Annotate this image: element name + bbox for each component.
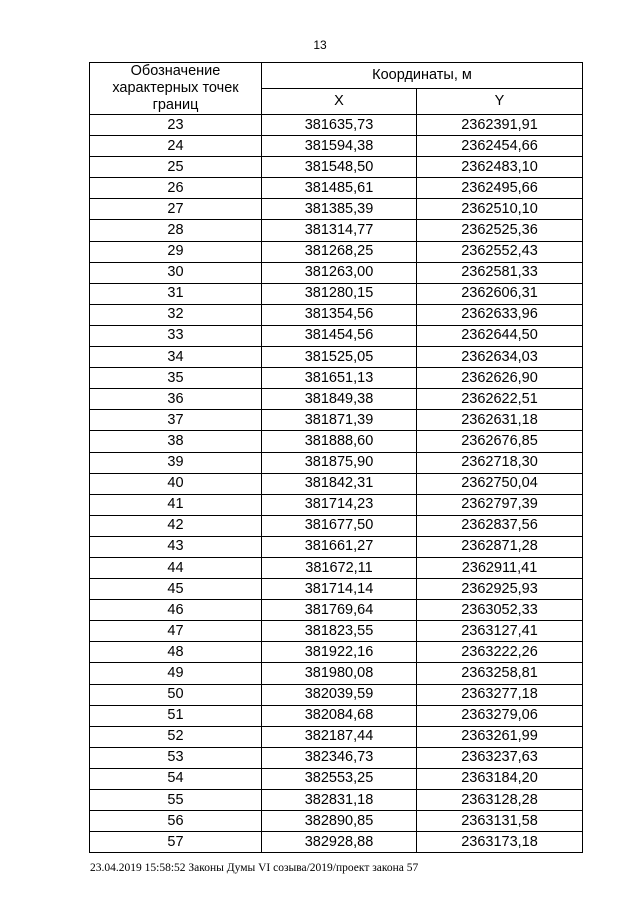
table-row <box>90 811 583 832</box>
table-row <box>90 726 583 747</box>
point-number-cell: 34 <box>90 347 262 368</box>
y-coordinate-cell: 2362676,85 <box>417 431 583 452</box>
table-body <box>90 115 583 853</box>
page-number: 13 <box>313 38 327 52</box>
x-coordinate-cell: 381525,05 <box>262 347 417 368</box>
header-y: Y <box>417 89 583 115</box>
y-coordinate-cell: 2362483,10 <box>417 157 583 178</box>
x-coordinate-cell: 381661,27 <box>262 536 417 557</box>
table-row <box>90 621 583 642</box>
table-row <box>90 304 583 325</box>
point-number-cell: 43 <box>90 536 262 557</box>
y-coordinate-cell: 2362644,50 <box>417 325 583 346</box>
y-coordinate-cell: 2363184,20 <box>417 768 583 789</box>
table-row <box>90 115 583 136</box>
point-number-cell: 38 <box>90 431 262 452</box>
header-point-designation: Обозначение характерных точек границ <box>90 63 262 115</box>
y-coordinate-cell: 2362525,36 <box>417 220 583 241</box>
x-coordinate-cell: 381485,61 <box>262 178 417 199</box>
y-coordinate-cell: 2362552,43 <box>417 241 583 262</box>
y-coordinate-cell: 2362454,66 <box>417 136 583 157</box>
point-number-cell: 36 <box>90 389 262 410</box>
table-row <box>90 705 583 726</box>
table-row <box>90 790 583 811</box>
point-number-cell: 28 <box>90 220 262 241</box>
point-number-cell: 29 <box>90 241 262 262</box>
table-row <box>90 536 583 557</box>
table-row <box>90 199 583 220</box>
x-coordinate-cell: 381314,77 <box>262 220 417 241</box>
y-coordinate-cell: 2362634,03 <box>417 347 583 368</box>
y-coordinate-cell: 2363173,18 <box>417 832 583 853</box>
y-coordinate-cell: 2363128,28 <box>417 790 583 811</box>
x-coordinate-cell: 381842,31 <box>262 473 417 494</box>
table-row <box>90 452 583 473</box>
x-coordinate-cell: 381454,56 <box>262 325 417 346</box>
point-number-cell: 56 <box>90 811 262 832</box>
table-row <box>90 325 583 346</box>
point-number-cell: 30 <box>90 262 262 283</box>
y-coordinate-cell: 2362581,33 <box>417 262 583 283</box>
point-number-cell: 48 <box>90 642 262 663</box>
x-coordinate-cell: 381714,14 <box>262 579 417 600</box>
point-number-cell: 24 <box>90 136 262 157</box>
x-coordinate-cell: 381823,55 <box>262 621 417 642</box>
x-coordinate-cell: 381871,39 <box>262 410 417 431</box>
table-row <box>90 178 583 199</box>
x-coordinate-cell: 382928,88 <box>262 832 417 853</box>
y-coordinate-cell: 2362718,30 <box>417 452 583 473</box>
table-row <box>90 747 583 768</box>
y-coordinate-cell: 2363131,58 <box>417 811 583 832</box>
point-number-cell: 25 <box>90 157 262 178</box>
x-coordinate-cell: 381888,60 <box>262 431 417 452</box>
point-number-cell: 41 <box>90 494 262 515</box>
x-coordinate-cell: 381268,25 <box>262 241 417 262</box>
y-coordinate-cell: 2363277,18 <box>417 684 583 705</box>
y-coordinate-cell: 2362606,31 <box>417 283 583 304</box>
table-row <box>90 220 583 241</box>
point-number-cell: 44 <box>90 557 262 578</box>
point-number-cell: 49 <box>90 663 262 684</box>
table-row <box>90 579 583 600</box>
table-row <box>90 768 583 789</box>
point-number-cell: 31 <box>90 283 262 304</box>
x-coordinate-cell: 382084,68 <box>262 705 417 726</box>
header-coordinates: Координаты, м <box>262 63 583 89</box>
x-coordinate-cell: 381651,13 <box>262 368 417 389</box>
table-row <box>90 494 583 515</box>
y-coordinate-cell: 2362925,93 <box>417 579 583 600</box>
y-coordinate-cell: 2362797,39 <box>417 494 583 515</box>
y-coordinate-cell: 2362391,91 <box>417 115 583 136</box>
point-number-cell: 42 <box>90 515 262 536</box>
x-coordinate-cell: 382831,18 <box>262 790 417 811</box>
x-coordinate-cell: 381769,64 <box>262 600 417 621</box>
x-coordinate-cell: 382346,73 <box>262 747 417 768</box>
table-row <box>90 473 583 494</box>
x-coordinate-cell: 381672,11 <box>262 557 417 578</box>
table-row <box>90 600 583 621</box>
y-coordinate-cell: 2362510,10 <box>417 199 583 220</box>
point-number-cell: 51 <box>90 705 262 726</box>
point-number-cell: 47 <box>90 621 262 642</box>
x-coordinate-cell: 381980,08 <box>262 663 417 684</box>
point-number-cell: 55 <box>90 790 262 811</box>
x-coordinate-cell: 382553,25 <box>262 768 417 789</box>
x-coordinate-cell: 381280,15 <box>262 283 417 304</box>
y-coordinate-cell: 2363237,63 <box>417 747 583 768</box>
y-coordinate-cell: 2362837,56 <box>417 515 583 536</box>
point-number-cell: 45 <box>90 579 262 600</box>
table-row <box>90 157 583 178</box>
y-coordinate-cell: 2362633,96 <box>417 304 583 325</box>
table-row <box>90 642 583 663</box>
y-coordinate-cell: 2362622,51 <box>417 389 583 410</box>
table-row <box>90 136 583 157</box>
point-number-cell: 37 <box>90 410 262 431</box>
table-row <box>90 515 583 536</box>
x-coordinate-cell: 382890,85 <box>262 811 417 832</box>
point-number-cell: 46 <box>90 600 262 621</box>
y-coordinate-cell: 2362911,41 <box>417 557 583 578</box>
footer-stamp: 23.04.2019 15:58:52 Законы Думы VI созыва/2019/проект закона 57 <box>90 862 419 874</box>
y-coordinate-cell: 2362871,28 <box>417 536 583 557</box>
table-row <box>90 410 583 431</box>
header-x: X <box>262 89 417 115</box>
y-coordinate-cell: 2362631,18 <box>417 410 583 431</box>
x-coordinate-cell: 382187,44 <box>262 726 417 747</box>
table-row <box>90 684 583 705</box>
table-row <box>90 241 583 262</box>
table-header <box>90 63 583 115</box>
x-coordinate-cell: 381714,23 <box>262 494 417 515</box>
x-coordinate-cell: 381849,38 <box>262 389 417 410</box>
point-number-cell: 35 <box>90 368 262 389</box>
table-row <box>90 431 583 452</box>
x-coordinate-cell: 381677,50 <box>262 515 417 536</box>
x-coordinate-cell: 381385,39 <box>262 199 417 220</box>
point-number-cell: 27 <box>90 199 262 220</box>
point-number-cell: 32 <box>90 304 262 325</box>
table-row <box>90 557 583 578</box>
y-coordinate-cell: 2363127,41 <box>417 621 583 642</box>
y-coordinate-cell: 2363258,81 <box>417 663 583 684</box>
table-row <box>90 832 583 853</box>
point-number-cell: 39 <box>90 452 262 473</box>
point-number-cell: 53 <box>90 747 262 768</box>
table-row <box>90 368 583 389</box>
point-number-cell: 52 <box>90 726 262 747</box>
y-coordinate-cell: 2363261,99 <box>417 726 583 747</box>
x-coordinate-cell: 381635,73 <box>262 115 417 136</box>
point-number-cell: 50 <box>90 684 262 705</box>
x-coordinate-cell: 381354,56 <box>262 304 417 325</box>
coordinates-table <box>89 62 583 853</box>
x-coordinate-cell: 381548,50 <box>262 157 417 178</box>
table-row <box>90 663 583 684</box>
x-coordinate-cell: 381922,16 <box>262 642 417 663</box>
y-coordinate-cell: 2363222,26 <box>417 642 583 663</box>
table-row <box>90 347 583 368</box>
x-coordinate-cell: 381875,90 <box>262 452 417 473</box>
point-number-cell: 40 <box>90 473 262 494</box>
table-row <box>90 283 583 304</box>
y-coordinate-cell: 2363052,33 <box>417 600 583 621</box>
table-row <box>90 389 583 410</box>
y-coordinate-cell: 2362626,90 <box>417 368 583 389</box>
point-number-cell: 33 <box>90 325 262 346</box>
y-coordinate-cell: 2363279,06 <box>417 705 583 726</box>
point-number-cell: 54 <box>90 768 262 789</box>
y-coordinate-cell: 2362750,04 <box>417 473 583 494</box>
table-row <box>90 262 583 283</box>
point-number-cell: 57 <box>90 832 262 853</box>
x-coordinate-cell: 381263,00 <box>262 262 417 283</box>
x-coordinate-cell: 382039,59 <box>262 684 417 705</box>
y-coordinate-cell: 2362495,66 <box>417 178 583 199</box>
point-number-cell: 26 <box>90 178 262 199</box>
point-number-cell: 23 <box>90 115 262 136</box>
x-coordinate-cell: 381594,38 <box>262 136 417 157</box>
